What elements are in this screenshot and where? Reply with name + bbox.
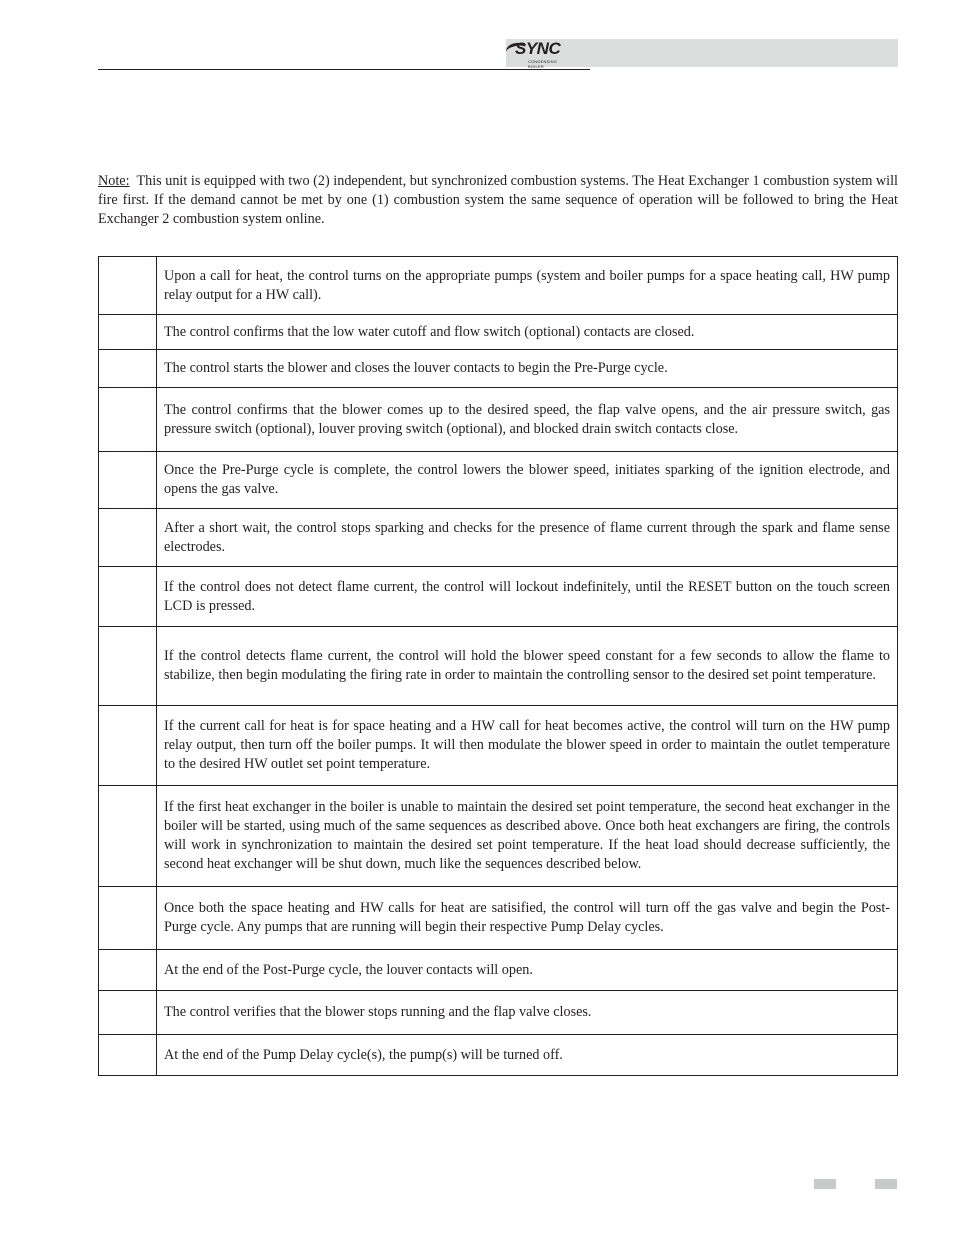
step-description: The control confirms that the blower comes up to the desired speed, the flap valve opens, and the air pressure switch, gas pressure switch (optional), louver proving switch (optional), and blocked drain switch contacts close. (157, 388, 898, 452)
logo-word: SYNC (515, 39, 561, 58)
table-row (99, 567, 898, 627)
note-paragraph (98, 172, 898, 229)
table-row (99, 706, 898, 786)
logo-tagline: CONDENSING BOILER (528, 59, 558, 69)
table-row (99, 509, 898, 567)
step-description: If the control does not detect flame current, the control will lockout indefinitely, until the RESET button on the touch screen LCD is pressed. (157, 567, 898, 627)
table-row (99, 991, 898, 1035)
note-text: This unit is equipped with two (2) independent, but synchronized combustion systems. The Heat Exchanger 1 combustion system will fire first. If the demand cannot be met by one (1) combustion system the same sequence of operation will be followed to bring the Heat Exchanger 2 combustion system online. (98, 173, 898, 227)
step-cell (99, 509, 157, 567)
step-cell (99, 950, 157, 991)
step-description: Upon a call for heat, the control turns on the appropriate pumps (system and boiler pumps for a space heating call, HW pump relay output for a HW call). (157, 257, 898, 315)
note-label: Note: (98, 173, 130, 189)
step-description: At the end of the Post-Purge cycle, the louver contacts will open. (157, 950, 898, 991)
step-cell (99, 706, 157, 786)
step-cell (99, 452, 157, 509)
step-cell (99, 991, 157, 1035)
header-rule (98, 69, 590, 70)
table-row (99, 950, 898, 991)
step-description: If the current call for heat is for space heating and a HW call for heat becomes active, the control will turn on the HW pump relay output, then turn off the boiler pumps. It will then modulate the blower speed in order to maintain the outlet temperature to the desired HW outlet set point temperature. (157, 706, 898, 786)
step-cell (99, 1035, 157, 1076)
step-cell (99, 257, 157, 315)
step-description: The control confirms that the low water cutoff and flow switch (optional) contacts are closed. (157, 315, 898, 350)
table-row (99, 627, 898, 706)
step-cell (99, 567, 157, 627)
step-description: The control verifies that the blower stops running and the flap valve closes. (157, 991, 898, 1035)
sync-logo (506, 38, 574, 68)
table-row (99, 452, 898, 509)
table-row (99, 350, 898, 388)
footer-marker-left (814, 1179, 836, 1189)
table-row (99, 1035, 898, 1076)
table-row (99, 388, 898, 452)
step-description: If the control detects flame current, the control will hold the blower speed constant for a few seconds to allow the flame to stabilize, then begin modulating the firing rate in order to maintain the controlling sensor to the desired set point temperature. (157, 627, 898, 706)
step-description: Once the Pre-Purge cycle is complete, the control lowers the blower speed, initiates sparking of the ignition electrode, and opens the gas valve. (157, 452, 898, 509)
step-cell (99, 388, 157, 452)
table-row (99, 786, 898, 887)
step-cell (99, 315, 157, 350)
step-description: If the first heat exchanger in the boiler is unable to maintain the desired set point temperature, the second heat exchanger in the boiler will be started, using much of the same sequences as described above. Once both heat exchangers are firing, the controls will work in synchronization to maintain the desired set point temperature. If the heat load should decrease sufficiently, the second heat exchanger will be shut down, much like the sequences described below. (157, 786, 898, 887)
footer-marker-right (875, 1179, 897, 1189)
step-cell (99, 786, 157, 887)
step-description: Once both the space heating and HW calls for heat are satisified, the control will turn off the gas valve and begin the Post-Purge cycle. Any pumps that are running will begin their respective Pump Delay cycles. (157, 887, 898, 950)
step-cell (99, 350, 157, 388)
table-row (99, 315, 898, 350)
step-description: The control starts the blower and closes the louver contacts to begin the Pre-Purge cycle. (157, 350, 898, 388)
sequence-table (98, 256, 898, 1076)
step-cell (99, 627, 157, 706)
table-row (99, 257, 898, 315)
step-description: After a short wait, the control stops sparking and checks for the presence of flame current through the spark and flame sense electrodes. (157, 509, 898, 567)
step-cell (99, 887, 157, 950)
table-row (99, 887, 898, 950)
step-description: At the end of the Pump Delay cycle(s), the pump(s) will be turned off. (157, 1035, 898, 1076)
